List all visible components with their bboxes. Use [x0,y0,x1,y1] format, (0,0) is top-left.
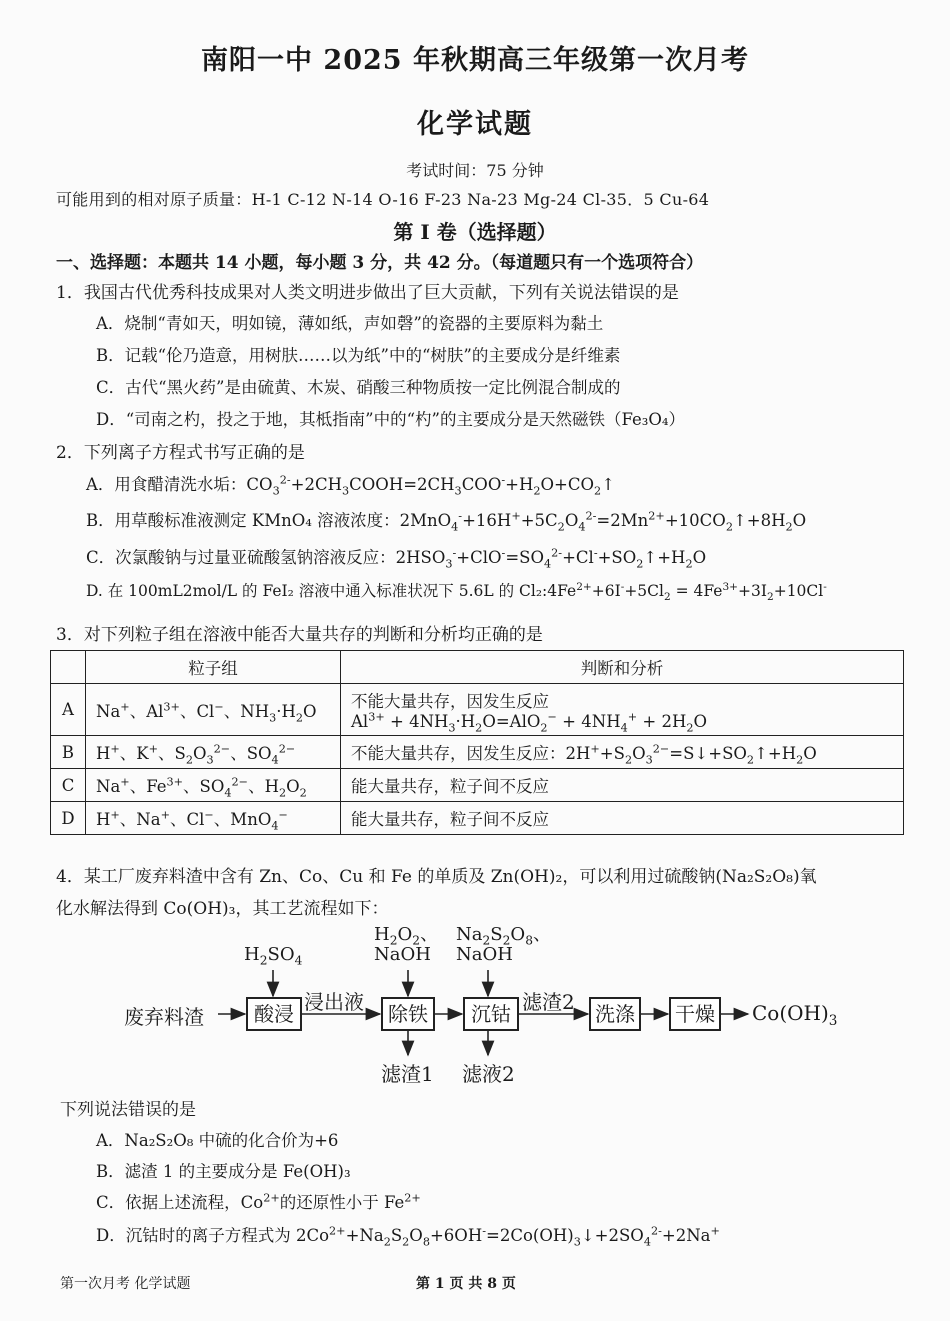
q4-option-c-prefix: C．依据上述流程， [96,1193,241,1212]
q4-ask: 下列说法错误的是 [60,1100,196,1120]
flow-filtrate2: 滤液2 [462,1062,515,1086]
footer-page-number: 第 1 页 共 8 页 [416,1276,516,1292]
flow-box-dry: 干燥 [669,997,721,1031]
particle-group: Na+、$Fe^{3+}$、$SO_4^{2-}$、$H_2O_2$ [86,769,341,802]
flow-product: $Co(OH)_3$ [752,1001,838,1029]
flow-reagent-naoh-2: NaOH [456,944,513,965]
footer-left: 第一次月考 化学试题 [60,1276,191,1292]
flow-box-wash: 洗涤 [589,997,641,1031]
flow-box-cobalt-precip: 沉钴 [463,997,519,1031]
volume-heading: 第 I 卷（选择题） [393,220,557,244]
analysis-text: 不能大量共存，因发生反应： [351,744,566,763]
atomic-mass-line: 可能用到的相对原子质量：H-1 C-12 N-14 O-16 F-23 Na-23 Mg-24 Cl-35．5 Cu-64 [56,190,710,209]
flow-box-iron-removal: 除铁 [381,997,435,1031]
q4-option-c-formula: $Co^{2+}$的还原性小于 $Fe^{2+}$ [240,1191,421,1212]
q1-stem: 1．我国古代优秀科技成果对人类文明进步做出了巨大贡献，下列有关说法错误的是 [56,283,679,303]
q1-option-a: A．烧制“青如天，明如镜，薄如纸，声如磬”的瓷器的主要原料为黏土 [96,314,604,333]
row-label: D [51,802,86,835]
row-label: B [51,736,86,769]
q4-stem-line2: 化水解法得到 Co(OH)₃，其工艺流程如下： [56,899,389,919]
flow-reagent-na2s2o8: $Na_2S_2O_8$、 [456,924,551,948]
row-label: A [51,684,86,736]
q2-option-a-equation: $CO_3^{2-}+2CH_3COOH=2CH_3COO^-+H_2O+CO_2↑$ [246,473,616,498]
q4-option-d-equation: $2Co^{2+}+Na_2S_2O_8+6OH^-=2Co(OH)_3↓+2SO_4^{2-}+2Na^+$ [295,1224,720,1249]
analysis-cell: 能大量共存，粒子间不反应 [341,769,904,802]
flow-reagent-naoh-1: NaOH [374,944,431,965]
q1-option-b: B．记载“伦乃造意，用树肤……以为纸”中的“树肤”的主要成分是纤维素 [96,346,621,365]
q2-option-d-equation: $4Fe^{2+}+6I^-+5Cl_2 = 4Fe^{3+}+3I_2+10Cl^-$ [547,580,827,604]
exam-time: 考试时间：75 分钟 [406,161,544,180]
q4-option-c [96,1189,421,1213]
flow-start: 废弃料渣 [124,1005,204,1029]
flow-reagent-h2so4: $H_2SO_4$ [244,944,303,968]
analysis-cell: 能大量共存，粒子间不反应 [341,802,904,835]
header-analysis-cell: 判断和分析 [341,651,904,684]
section-heading: 一、选择题：本题共 14 小题，每小题 3 分，共 42 分。（每道题只有一个选项符合） [56,253,704,273]
flow-leachate: 浸出液 [304,990,364,1014]
q2-option-b-equation: $2MnO_4^-+16H^++5C_2O_4^{2-}=2Mn^{2+}+10CO_2↑+8H_2O$ [399,509,807,534]
exam-subject: 化学试题 [417,109,533,140]
particle-group: Na+、$Al^{3+}$、Cl−、$NH_3\cdot H_2O$ [86,684,341,736]
row-label: C [51,769,86,802]
particle-group: H+、K+、$S_2O_3^{2-}$、$SO_4^{2-}$ [86,736,341,769]
analysis-equation: $2H^++S_2O_3^{2-}=S↓+SO_2↑+H_2O$ [565,742,817,767]
q1-option-c: C．古代“黑火药”是由硫黄、木炭、硝酸三种物质按一定比例混合制成的 [96,378,621,397]
exam-title: 南阳一中 2025 年秋期高三年级第一次月考 [201,45,749,76]
q2-stem: 2．下列离子方程式书写正确的是 [56,443,305,463]
q4-option-d [96,1222,720,1249]
flow-box-acid-leach: 酸浸 [246,997,302,1031]
q4-option-a: A．Na₂S₂O₈ 中硫的化合价为+6 [96,1131,339,1150]
particle-group: H+、Na+、Cl−、MnO$_4$− [86,802,341,835]
q1-option-d: D．“司南之杓，投之于地，其柢指南”中的“杓”的主要成分是天然磁铁（Fe₃O₄） [96,410,686,429]
flow-residue1: 滤渣1 [381,1062,434,1086]
q2-option-b-prefix: B．用草酸标准液测定 KMnO₄ 溶液浓度： [86,511,400,530]
q3-stem: 3．对下列粒子组在溶液中能否大量共存的判断和分析均正确的是 [56,625,543,645]
q2-option-c-equation: $2HSO_3^-+ClO^-=SO_4^{2-}+Cl^-+SO_2↑+H_2O$ [395,546,707,571]
q2-option-c-prefix: C．次氯酸钠与过量亚硫酸氢钠溶液反应： [86,548,396,567]
analysis-text: 不能大量共存，因发生反应 [351,692,549,711]
q2-option-d-prefix: D. 在 100mL2mol/L 的 FeI₂ 溶液中通入标准状况下 5.6L 的 Cl₂: [86,582,548,600]
q4-option-b: B．滤渣 1 的主要成分是 Fe(OH)₃ [96,1162,351,1181]
analysis-equation: $Al^{3+} + 4NH_3\cdot H_2O=AlO_2^- + 4NH_4^+ + 2H_2O$ [351,710,707,735]
q2-option-a-prefix: A．用食醋清洗水垢： [86,475,247,494]
q4-option-d-prefix: D．沉钴时的离子方程式为 [96,1226,296,1245]
flow-reagent-h2o2: $H_2O_2$、 [374,924,439,948]
flow-residue2: 滤渣2 [522,990,575,1014]
header-group-cell: 粒子组 [86,651,341,684]
q4-stem-line1: 4．某工厂废弃料渣中含有 Zn、Co、Cu 和 Fe 的单质及 Zn(OH)₂，可以利用过硫酸钠(Na₂S₂O₈)氧 [56,867,817,887]
